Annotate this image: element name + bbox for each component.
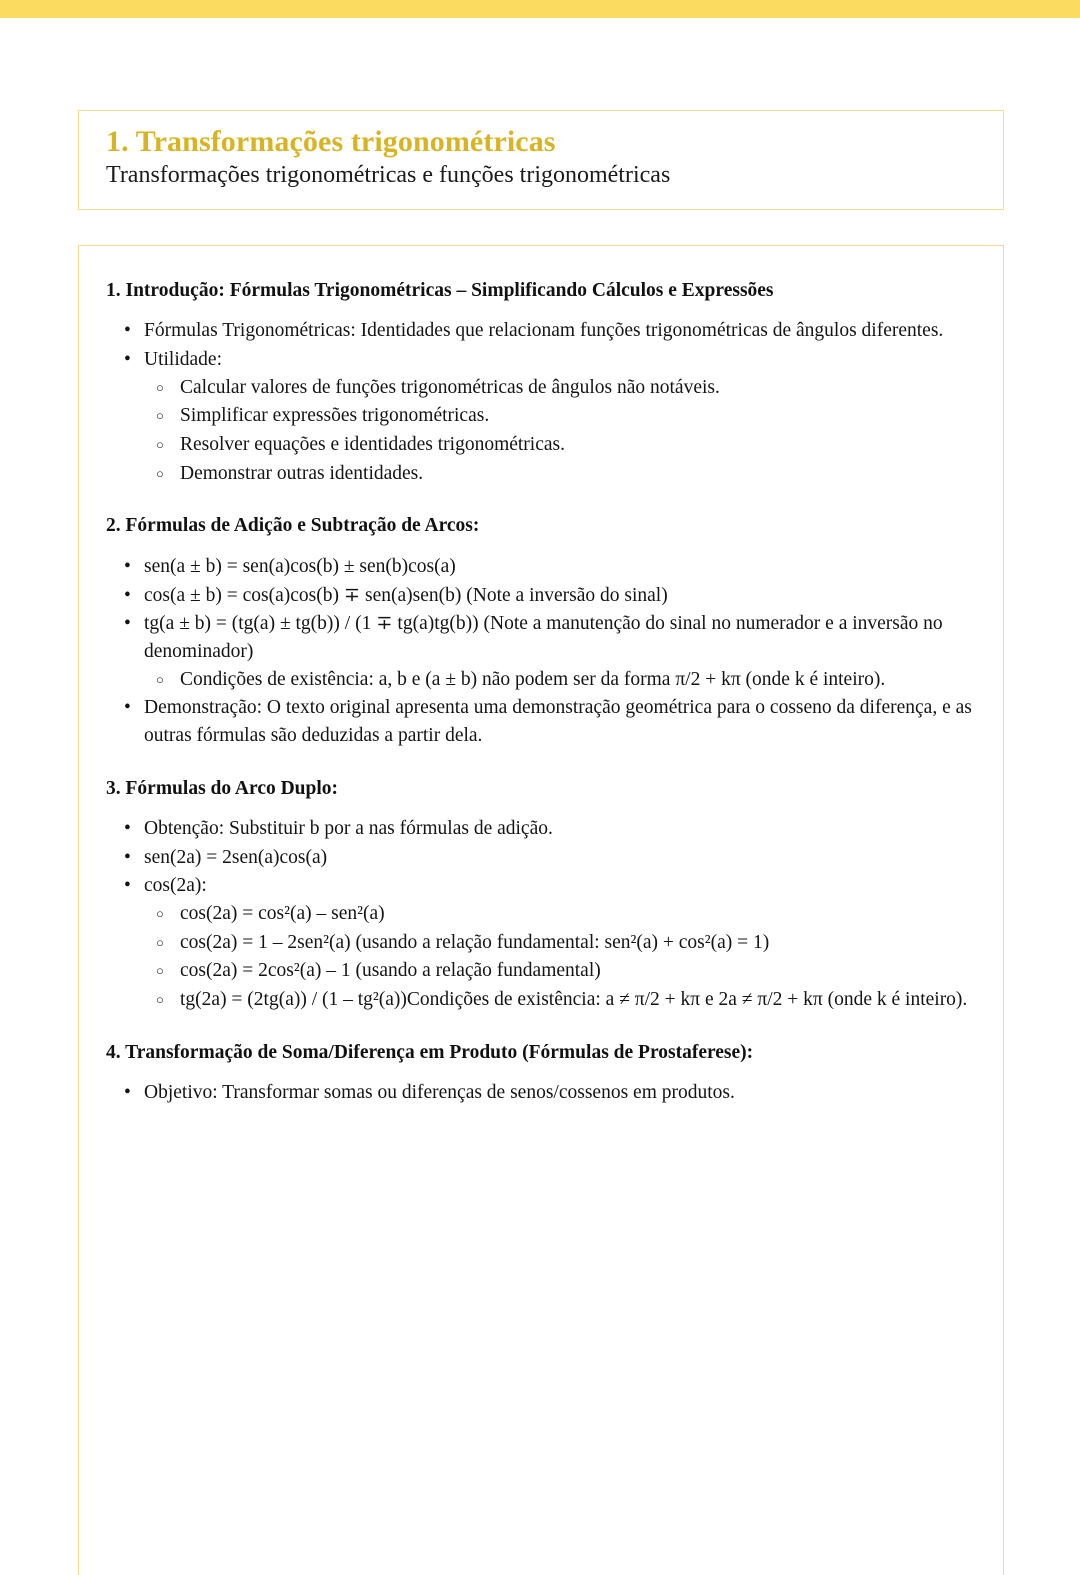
hollow-bullet-icon: ○: [156, 408, 164, 424]
section: [106, 776, 979, 1014]
list-item-text: tg(a ± b) = (tg(a) ± tg(b)) / (1 ∓ tg(a)tg(b)) (Note a manutenção do sinal no numerador e a inversão no denominador): [144, 613, 943, 662]
sub-list-item: [144, 957, 979, 985]
section-heading: 2. Fórmulas de Adição e Subtração de Arcos:: [106, 515, 480, 537]
sub-list-item: [144, 986, 979, 1014]
list-item: [106, 815, 979, 843]
list-item-text: Objetivo: Transformar somas ou diferenças de senos/cossenos em produtos.: [144, 1082, 735, 1104]
hollow-bullet-icon: ○: [156, 379, 164, 395]
list-item: [106, 346, 979, 487]
list-item-text: cos(2a):: [144, 875, 207, 897]
list-item-text: Utilidade:: [144, 349, 222, 371]
sub-list-item: [144, 402, 979, 430]
hollow-bullet-icon: ○: [156, 934, 164, 950]
hollow-bullet-icon: ○: [156, 437, 164, 453]
list-item: [106, 1079, 979, 1107]
list-item: [106, 582, 979, 610]
bullet-point-icon: •: [124, 555, 131, 577]
sub-list-item-text: Simplificar expressões trigonométricas.: [180, 405, 490, 427]
sub-list-item: [144, 666, 979, 694]
bullet-point-icon: •: [124, 349, 131, 371]
sub-list-item: [144, 929, 979, 957]
sub-list-item: [144, 374, 979, 402]
sub-list-item-text: Calcular valores de funções trigonométricas de ângulos não notáveis.: [180, 376, 720, 398]
bullet-point-icon: •: [124, 846, 131, 868]
hollow-bullet-icon: ○: [156, 963, 164, 979]
sections-container: [106, 278, 979, 1107]
sub-bullet-list: [144, 900, 979, 1014]
list-item-text: Demonstração: O texto original apresenta uma demonstração geométrica para o cosseno da diferença, e as outras fórmulas são deduzidas a partir dela.: [144, 697, 972, 746]
bullet-point-icon: •: [124, 1082, 131, 1104]
list-item: [106, 872, 979, 1013]
list-item-text: Obtenção: Substituir b por a nas fórmulas de adição.: [144, 817, 553, 839]
list-item-text: Fórmulas Trigonométricas: Identidades que relacionam funções trigonométricas de ângulos diferentes.: [144, 320, 944, 342]
list-item-text: sen(a ± b) = sen(a)cos(b) ± sen(b)cos(a): [144, 555, 456, 577]
sub-list-item: [144, 460, 979, 488]
list-item: [106, 317, 979, 345]
list-item: [106, 610, 979, 693]
list-item-text: sen(2a) = 2sen(a)cos(a): [144, 846, 328, 868]
hollow-bullet-icon: ○: [156, 465, 164, 481]
bullet-list: [106, 1079, 979, 1107]
sub-list-item-text: Resolver equações e identidades trigonométricas.: [180, 434, 565, 456]
hollow-bullet-icon: ○: [156, 992, 164, 1008]
page-subtitle: Transformações trigonométricas e funções trigonométricas: [106, 161, 671, 188]
page-title: 1. Transformações trigonométricas: [106, 125, 556, 158]
list-item: [106, 844, 979, 872]
sub-list-item-text: Condições de existência: a, b e (a ± b) não podem ser da forma π/2 + kπ (onde k é inteiro).: [180, 668, 886, 690]
bullet-point-icon: •: [124, 613, 131, 635]
sub-list-item-text: tg(2a) = (2tg(a)) / (1 – tg²(a))Condições de existência: a ≠ π/2 + kπ e 2a ≠ π/2 + kπ (onde k é inteiro).: [180, 989, 968, 1011]
sub-list-item: [144, 900, 979, 928]
sub-bullet-list: [144, 374, 979, 488]
hollow-bullet-icon: ○: [156, 671, 164, 687]
bullet-point-icon: •: [124, 875, 131, 897]
section-heading: 1. Introdução: Fórmulas Trigonométricas – Simplificando Cálculos e Expressões: [106, 280, 774, 301]
bullet-point-icon: •: [124, 817, 131, 839]
document-header-box: [78, 110, 1004, 210]
bullet-list: [106, 553, 979, 750]
document-content-box: [78, 245, 1004, 1575]
sub-list-item-text: Demonstrar outras identidades.: [180, 462, 424, 484]
bullet-list: [106, 815, 979, 1014]
bullet-point-icon: •: [124, 697, 131, 719]
list-item-text: cos(a ± b) = cos(a)cos(b) ∓ sen(a)sen(b) (Note a inversão do sinal): [144, 584, 668, 606]
sub-bullet-list: [144, 666, 979, 694]
hollow-bullet-icon: ○: [156, 906, 164, 922]
bullet-point-icon: •: [124, 320, 131, 342]
section: [106, 1040, 979, 1107]
section-heading: 4. Transformação de Soma/Diferença em Produto (Fórmulas de Prostaferese):: [106, 1041, 754, 1063]
bullet-list: [106, 317, 979, 487]
sub-list-item-text: cos(2a) = cos²(a) – sen²(a): [180, 903, 385, 925]
sub-list-item: [144, 431, 979, 459]
bullet-point-icon: •: [124, 584, 131, 606]
top-accent-bar: [0, 0, 1080, 18]
list-item: [106, 553, 979, 581]
section: [106, 278, 979, 487]
sub-list-item-text: cos(2a) = 2cos²(a) – 1 (usando a relação fundamental): [180, 960, 601, 982]
section-heading: 3. Fórmulas do Arco Duplo:: [106, 777, 339, 799]
sub-list-item-text: cos(2a) = 1 – 2sen²(a) (usando a relação fundamental: sen²(a) + cos²(a) = 1): [180, 931, 770, 953]
section: [106, 513, 979, 749]
list-item: [106, 694, 979, 749]
